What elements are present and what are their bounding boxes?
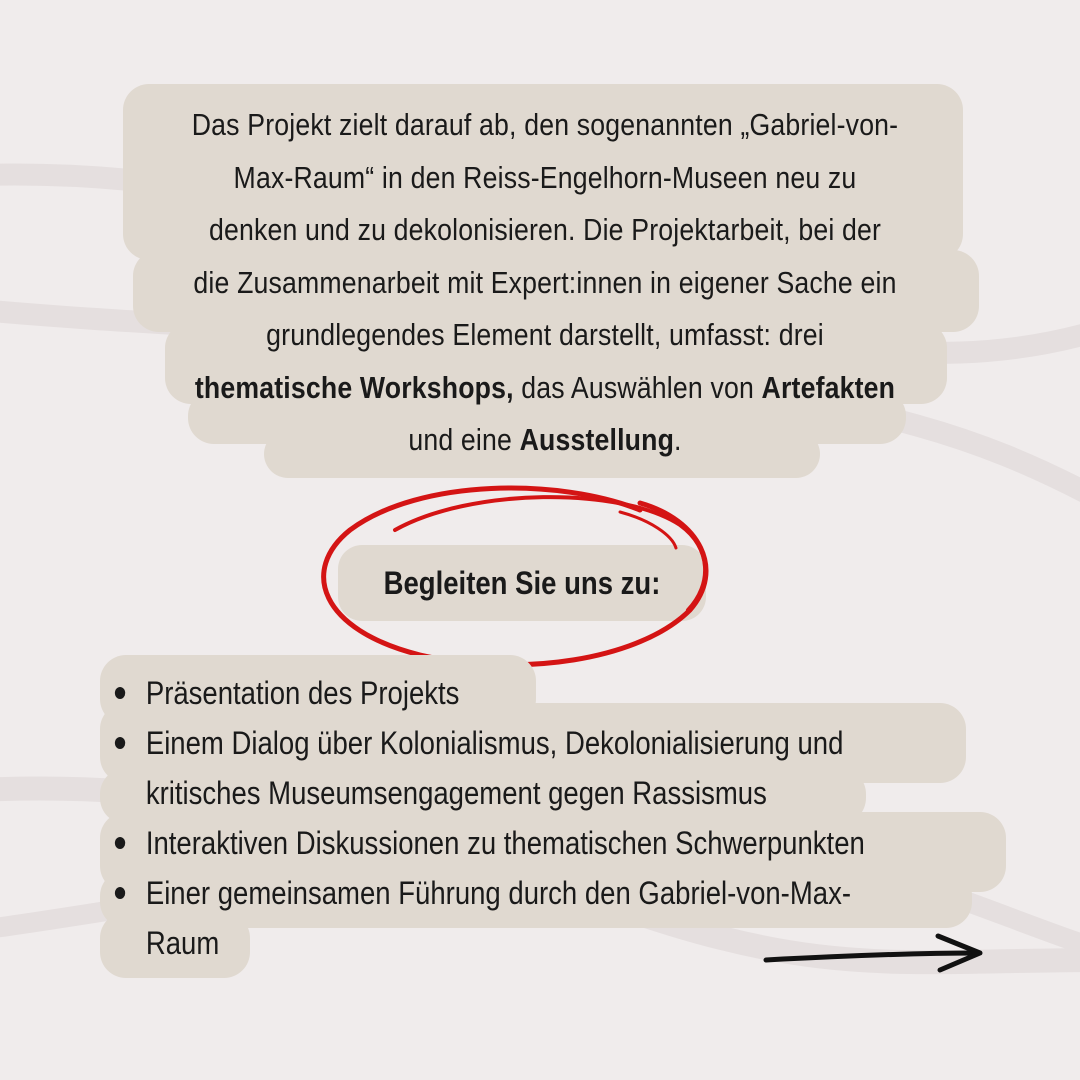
list-item: Einem Dialog über Kolonialismus, Dekolonialisierung und kritisches Museumsengagement gegen Rassismus: [108, 718, 882, 818]
cta-label: Begleiten Sie uns zu:: [383, 565, 661, 601]
list-item: Einer gemeinsamen Führung durch den Gabriel-von-Max-Raum: [108, 868, 882, 968]
intro-text-4: .: [674, 422, 682, 457]
intro-text-3: und eine: [408, 422, 520, 457]
intro-block: [0, 0, 1080, 480]
intro-text-1: Das Projekt zielt darauf ab, den sogenannten „Gabriel-von-Max-Raum“ in den Reiss-Engelhorn-Museen neu zu denken und zu dekolonisieren. Die Projektarbeit, bei der die Zusammenarbeit mit Expert:innen in eigener Sache ein grundlegendes Element darstellt, umfasst: drei: [191, 107, 899, 352]
intro-bold-workshops: thematische Workshops,: [194, 369, 514, 405]
intro-bold-artefakten: Artefakten: [761, 369, 896, 405]
list-item: Interaktiven Diskussionen zu thematischen Schwerpunkten: [108, 818, 882, 868]
intro-bold-ausstellung: Ausstellung: [519, 422, 675, 457]
list-item: Präsentation des Projekts: [108, 668, 882, 718]
topic-list: [108, 668, 882, 968]
intro-text-2: das Auswählen von: [513, 369, 762, 405]
intro-paragraph: [188, 99, 902, 467]
